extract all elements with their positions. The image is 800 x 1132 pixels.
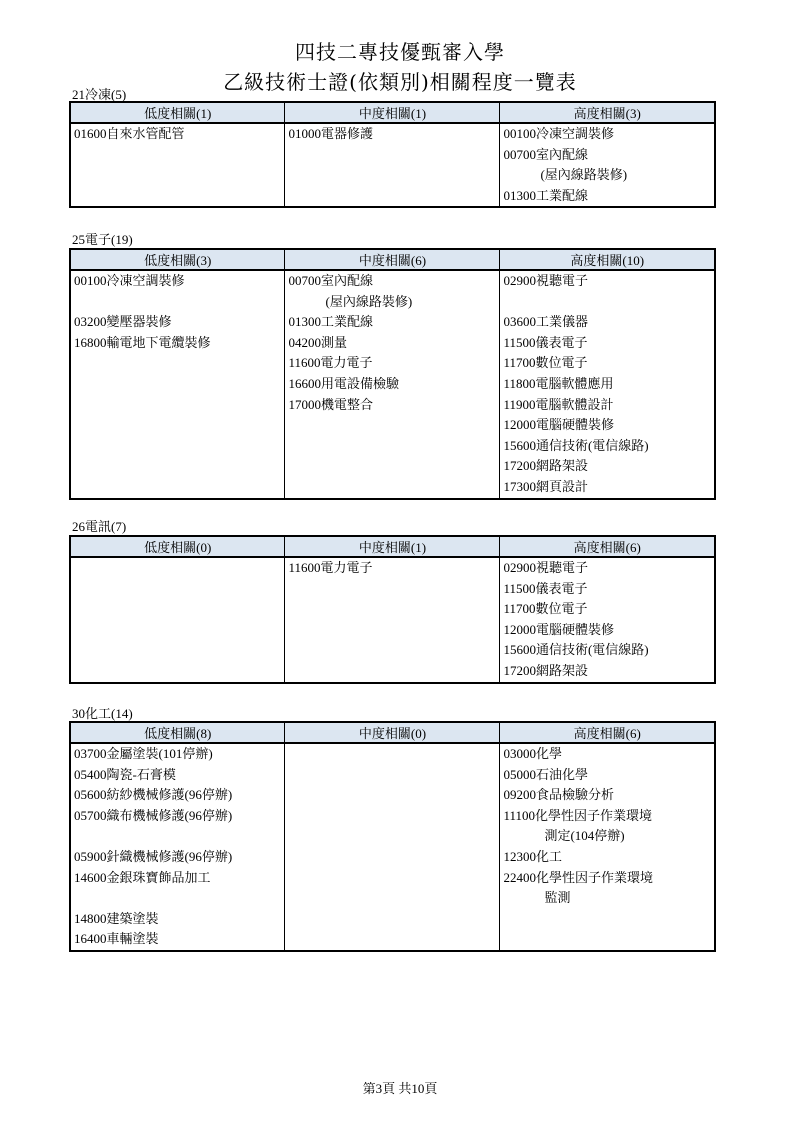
list-item-continuation: 監測	[544, 890, 571, 906]
list-item: 05900針織機械修護(96停辦)	[74, 848, 233, 864]
list-item	[71, 661, 284, 682]
list-item: 11900電腦軟體設計	[503, 396, 614, 412]
list-item: 14800建築塗裝	[74, 910, 159, 926]
list-item: 11500儀表電子	[503, 580, 588, 596]
page-title-line2: 乙級技術士證(依類別)相關程度一覽表	[223, 70, 577, 94]
list-item	[71, 826, 284, 847]
list-item	[285, 826, 499, 847]
list-item: 11800電腦軟體應用	[503, 375, 614, 391]
section-label-electronics: 25電子(19)	[72, 232, 133, 247]
column-low	[70, 557, 285, 683]
header-low: 低度相關(3)	[70, 249, 285, 270]
column-mid	[285, 123, 500, 207]
list-item	[71, 640, 284, 661]
list-item	[285, 186, 499, 207]
list-item	[71, 579, 284, 600]
column-low	[70, 743, 285, 951]
list-item: 01300工業配線	[288, 314, 373, 330]
list-item-continuation: (屋內線路裝修)	[325, 293, 413, 309]
list-item	[500, 909, 714, 930]
list-item	[285, 640, 499, 661]
list-item: 00100冷凍空調裝修	[503, 126, 614, 141]
header-high: 高度相關(6)	[500, 722, 715, 743]
list-item	[71, 415, 284, 436]
column-mid	[285, 270, 500, 499]
column-low	[70, 270, 285, 499]
list-item	[285, 868, 499, 889]
list-item: 00100冷凍空調裝修	[74, 273, 185, 288]
list-item: 01300工業配線	[503, 187, 588, 203]
list-item	[285, 599, 499, 620]
column-low	[70, 123, 285, 207]
list-item: 16800輸電地下電纜裝修	[74, 334, 211, 350]
table-electronics	[69, 248, 716, 500]
list-item: 15600通信技術(電信線路)	[503, 437, 649, 453]
header-mid: 中度相關(1)	[285, 536, 500, 557]
list-item	[71, 477, 284, 498]
list-item: 11700數位電子	[503, 355, 588, 371]
list-item	[71, 395, 284, 416]
list-item	[71, 145, 284, 166]
table-chemical	[69, 721, 716, 952]
list-item: 11700數位電子	[503, 601, 588, 617]
list-item: 00700室內配線	[288, 273, 373, 288]
table-telecom	[69, 535, 716, 684]
list-item: 22400化學性因子作業環境	[503, 869, 653, 885]
list-item	[71, 620, 284, 641]
list-item: 03700金屬塗裝(101停辦)	[74, 746, 213, 761]
list-item	[285, 477, 499, 498]
list-item: 05400陶瓷-石膏模	[74, 766, 176, 782]
list-item: 01600自來水管配管	[74, 126, 185, 141]
list-item	[71, 292, 284, 313]
list-item	[285, 165, 499, 186]
table-refrigeration	[69, 101, 716, 208]
column-mid	[285, 557, 500, 683]
list-item: 15600通信技術(電信線路)	[503, 642, 649, 658]
column-high	[500, 270, 715, 499]
column-high	[500, 123, 715, 207]
list-item: 05000石油化學	[503, 766, 588, 782]
page-title-line1: 四技二專技優甄審入學	[295, 40, 505, 64]
list-item: 02900視聽電子	[503, 273, 588, 288]
list-item-continuation: (屋內線路裝修)	[540, 167, 628, 183]
list-item	[285, 620, 499, 641]
list-item: 05600紡紗機械修護(96停辦)	[74, 787, 233, 803]
list-item	[500, 292, 714, 313]
header-low: 低度相關(8)	[70, 722, 285, 743]
list-item: 17300網頁設計	[503, 478, 588, 494]
list-item: 11100化學性因子作業環境	[503, 807, 653, 823]
list-item	[285, 436, 499, 457]
list-item: 17200網路架設	[503, 662, 588, 678]
list-item	[71, 599, 284, 620]
header-high: 高度相關(3)	[500, 102, 715, 123]
list-item	[71, 186, 284, 207]
list-item: 03000化學	[503, 746, 562, 761]
list-item: 02900視聽電子	[503, 560, 588, 575]
list-item	[285, 456, 499, 477]
list-item	[285, 909, 499, 930]
list-item: 12000電腦硬體裝修	[503, 621, 614, 637]
list-item: 11500儀表電子	[503, 334, 588, 350]
column-high	[500, 743, 715, 951]
header-high: 高度相關(10)	[500, 249, 715, 270]
list-item	[500, 929, 714, 950]
header-low: 低度相關(0)	[70, 536, 285, 557]
list-item	[285, 145, 499, 166]
list-item	[285, 661, 499, 682]
list-item: 17000機電整合	[288, 396, 373, 412]
column-mid	[285, 743, 500, 951]
list-item-continuation: 測定(104停辦)	[544, 828, 625, 844]
list-item: 11600電力電子	[288, 560, 373, 575]
list-item: 09200食品檢驗分析	[503, 787, 614, 803]
column-high	[500, 557, 715, 683]
list-item: 03200變壓器裝修	[74, 314, 172, 330]
list-item: 05700織布機械修護(96停辦)	[74, 807, 233, 823]
list-item: 17200網路架設	[503, 458, 588, 474]
section-label-chemical: 30化工(14)	[72, 706, 133, 721]
section-label-telecom: 26電訊(7)	[72, 519, 127, 534]
list-item	[285, 765, 499, 786]
header-mid: 中度相關(6)	[285, 249, 500, 270]
list-item	[71, 374, 284, 395]
list-item: 12000電腦硬體裝修	[503, 417, 614, 433]
list-item: 00700室內配線	[503, 146, 588, 162]
list-item	[71, 165, 284, 186]
list-item	[71, 558, 284, 579]
list-item	[71, 353, 284, 374]
list-item: 04200測量	[288, 334, 347, 350]
list-item: 14600金銀珠寶飾品加工	[74, 869, 211, 885]
list-item	[285, 888, 499, 909]
list-item	[285, 579, 499, 600]
page-number: 第3頁 共10頁	[362, 1081, 438, 1096]
list-item: 11600電力電子	[288, 355, 373, 371]
list-item	[285, 744, 499, 765]
list-item: 01000電器修護	[288, 126, 373, 141]
section-label-refrigeration: 21冷凍(5)	[72, 87, 127, 102]
header-low: 低度相關(1)	[70, 102, 285, 123]
list-item	[285, 415, 499, 436]
list-item	[285, 929, 499, 950]
list-item	[285, 806, 499, 827]
list-item: 16400車輛塗裝	[74, 931, 159, 947]
list-item	[71, 456, 284, 477]
header-high: 高度相關(6)	[500, 536, 715, 557]
list-item	[285, 785, 499, 806]
list-item	[71, 888, 284, 909]
list-item: 16600用電設備檢驗	[288, 375, 399, 391]
header-mid: 中度相關(0)	[285, 722, 500, 743]
list-item: 03600工業儀器	[503, 314, 588, 330]
list-item: 12300化工	[503, 848, 562, 864]
header-mid: 中度相關(1)	[285, 102, 500, 123]
list-item	[71, 436, 284, 457]
list-item	[285, 847, 499, 868]
